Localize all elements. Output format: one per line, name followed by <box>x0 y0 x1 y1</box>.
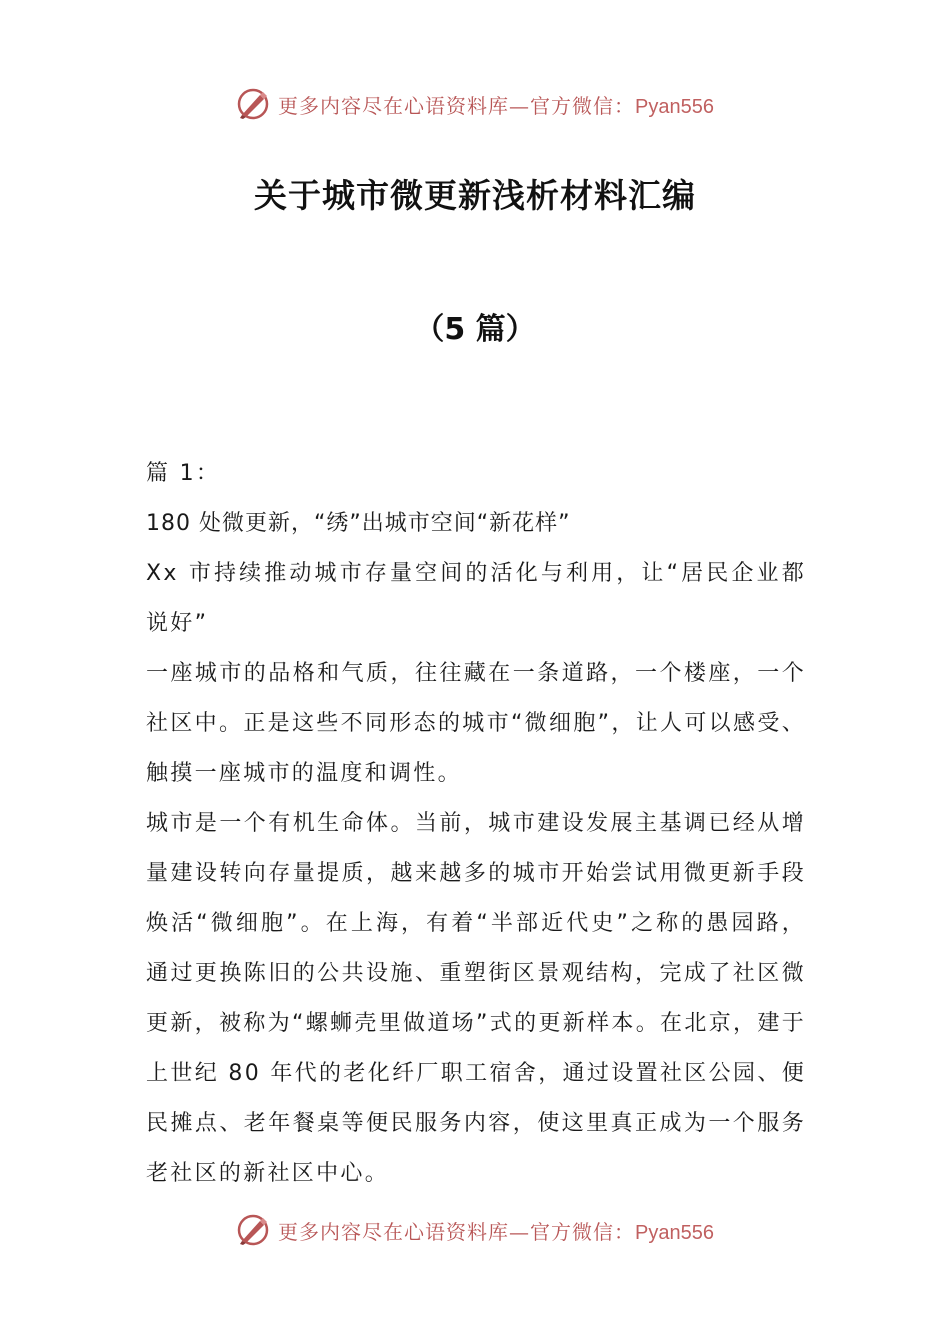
article-title: 180 处微更新，“绣”出城市空间“新花样” <box>146 511 571 536</box>
footer-watermark <box>0 1208 950 1252</box>
pen-logo-icon <box>236 1213 270 1247</box>
document-body <box>146 449 806 1199</box>
article-subtitle: Xx 市持续推动城市存量空间的活化与利用，让“居民企业都说好” <box>146 561 806 636</box>
header-watermark <box>0 82 950 126</box>
watermark-wechat-id: Pyan556 <box>635 95 714 118</box>
document-subtitle: （5 篇） <box>414 312 536 347</box>
section-label: 篇 1： <box>146 461 221 486</box>
watermark-text: 更多内容尽在心语资料库—官方微信：Pyan556 <box>278 93 714 118</box>
watermark-wechat-id: Pyan556 <box>635 1221 714 1244</box>
paragraph: 城市是一个有机生命体。当前，城市建设发展主基调已经从增量建设转向存量提质，越来越多的城市开始尝试用微更新手段焕活“微细胞”。在上海，有着“半部近代史”之称的愚园路，通过更换陈旧的公共设施、重塑街区景观结构，完成了社区微更新，被称为“螺蛳壳里做道场”式的更新样本。在北京，建于上世纪 80 年代的老化纤厂职工宿舍，通过设置社区公园、便民摊点、老年餐桌等便民服务内容，使这里真正成为一个服务老社区的新社区中心。 <box>146 811 806 1186</box>
pen-logo-icon <box>236 87 270 121</box>
document-title: 关于城市微更新浅析材料汇编 <box>254 176 696 215</box>
paragraph: 一座城市的品格和气质，往往藏在一条道路，一个楼座，一个社区中。正是这些不同形态的城市“微细胞”，让人可以感受、触摸一座城市的温度和调性。 <box>146 661 806 786</box>
watermark-text: 更多内容尽在心语资料库—官方微信：Pyan556 <box>278 1219 714 1244</box>
